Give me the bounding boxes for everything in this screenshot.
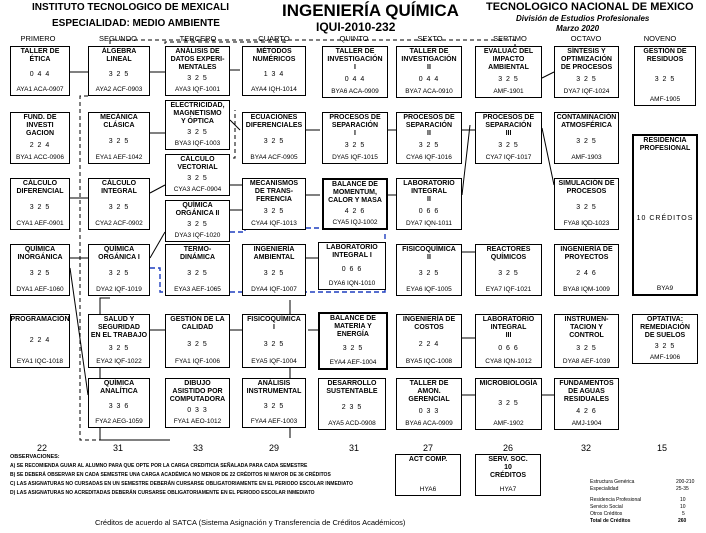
semester-header: SEGUNDO [99, 34, 137, 43]
course-code: BYA4 ACF-0905 [250, 154, 298, 161]
summary-label: Especialidad [590, 486, 619, 492]
course-title: FISICOQUÍMICA II [402, 246, 456, 261]
course-title: EVALUAC DEL IMPACTO AMBIENTAL [483, 48, 534, 71]
course-box [322, 178, 388, 230]
course-credits: 3 2 5 [344, 142, 366, 149]
course-credits: 0 6 6 [498, 345, 519, 352]
course-title: TALLER DE INVESTIGACIÓN II [401, 48, 457, 71]
course-title: PROCESOS DE SEPARACIÓN III [482, 114, 535, 137]
institute-title: INSTITUTO TECNOLOGICO DE MEXICALI [32, 2, 230, 13]
course-title: QUÍMICA ORGÁNICA I [98, 246, 140, 261]
course-credits: 3 2 5 [263, 138, 285, 145]
observation-item: D) LAS ASIGNATURAS NO ACREDITADAS DEBERÁN CURSARSE OBLIGATORIAMENTE EN EL PERIODO ESCOLAR INMEDIATO [10, 490, 315, 496]
course-box [242, 314, 306, 368]
course-box [165, 100, 230, 150]
course-credits: 2 2 4 [29, 337, 51, 344]
course-credits: 2 4 6 [576, 270, 597, 277]
summary-value: 10 [680, 504, 686, 510]
course-title: CONTAMINACIÓN ATMOSFÉRICA [556, 114, 617, 129]
course-title: QUÍMICA ANALÍTICA [100, 380, 138, 395]
course-code: DYA5 IQF-1015 [332, 154, 378, 161]
summary-value: 10 [680, 497, 686, 503]
course-title: ACT COMP. [408, 456, 448, 463]
course-title: REACTORES QUÍMICOS [486, 246, 531, 261]
course-box [165, 200, 230, 242]
observation-item: B) SE DEBERÁ OBSERVAR EN CADA SEMESTRE UNA CARGA ACADÉMICA NO MENOR DE 22 CRÉDITOS NI MAYOR DE 36 CRÉDITOS [10, 472, 331, 478]
course-credits: 3 3 6 [108, 403, 130, 410]
course-credits: 3 2 5 [576, 76, 597, 83]
course-box [475, 46, 542, 98]
course-box [10, 46, 70, 96]
semester-header: NOVENO [643, 34, 677, 43]
course-code: BYA1 ACC-0906 [16, 154, 64, 161]
course-box [396, 378, 462, 430]
course-code: DYA3 IQF-1020 [174, 232, 221, 239]
course-code: AMF-1903 [571, 154, 602, 161]
course-credits: 3 2 5 [187, 75, 208, 82]
course-code: EYA2 IQF-1022 [96, 358, 142, 365]
course-credits: 0 4 4 [29, 71, 51, 78]
course-title: MECANISMOS DE TRANS- FERENCIA [249, 180, 299, 203]
course-code: DYA2 IQF-1019 [96, 286, 142, 293]
course-code: EYA1 AEF-1042 [95, 154, 143, 161]
course-code: AMJ-1904 [571, 420, 602, 427]
observation-item: A) SE RECOMIENDA GUIAR AL ALUMNO PARA QUE OPTE POR LA CARGA CREDITICIA SEÑALADA PARA CADA SEMESTRE [10, 463, 308, 469]
course-credits: 3 2 5 [29, 270, 51, 277]
course-code: DYA7 IQN-1011 [405, 220, 452, 227]
course-credits: 3 2 5 [576, 345, 597, 352]
course-title: MÉTODOS NUMÉRICOS [252, 48, 296, 63]
course-title: ANÁLISIS INSTRUMENTAL [246, 380, 302, 395]
course-credits: 3 2 5 [263, 403, 285, 410]
course-credits: 3 2 5 [418, 142, 440, 149]
course-title: MICROBIOLOGÍA [479, 380, 538, 387]
course-code: CYA1 AEF-0901 [16, 220, 64, 227]
course-title: PROGRAMACIÓN [10, 316, 70, 323]
course-box [554, 178, 619, 230]
course-box [634, 46, 696, 106]
course-credits: 3 2 5 [108, 270, 130, 277]
course-title: LABORATORIO INTEGRAL I [326, 244, 378, 259]
course-code: EYA4 AEF-1004 [329, 359, 377, 366]
course-box [632, 314, 698, 364]
course-box [554, 46, 619, 98]
credit-total: 32 [580, 443, 591, 453]
semester-header: CUARTO [258, 34, 290, 43]
course-title: INGENIERÍA DE COSTOS [402, 316, 456, 331]
course-credits: 3 2 5 [108, 138, 130, 145]
course-title: TERMO- DINÁMICA [180, 246, 215, 261]
course-box [88, 314, 150, 368]
course-box [165, 46, 230, 96]
course-code: BYA3 IQF-1003 [174, 140, 221, 147]
course-title: ECUACIONES DIFERENCIALES [245, 114, 303, 129]
course-title: PROCESOS DE SEPARACIÓN I [329, 114, 381, 137]
semester-header: PRIMERO [20, 34, 56, 43]
course-title: GESTIÓN DE LA CALIDAD [170, 316, 225, 331]
summary-value: 25-35 [676, 486, 689, 492]
credit-total: 15 [656, 443, 667, 453]
course-title: FISICOQUÍMICA I [247, 316, 301, 331]
course-credits: 0 3 3 [187, 407, 208, 414]
course-code: AYA4 IQH-1014 [251, 86, 297, 93]
course-box [322, 46, 388, 98]
course-credits: 0 4 4 [344, 76, 366, 83]
course-code: BYA7 ACA-0910 [405, 88, 453, 95]
course-title: CÁLCULO INTEGRAL [101, 180, 137, 195]
course-credits: 3 2 5 [654, 76, 676, 83]
course-code: AYA1 ACA-0907 [16, 86, 64, 93]
course-code: HYA6 [419, 486, 437, 493]
course-code: DYA6 IQN-1010 [328, 280, 376, 287]
course-box [395, 454, 461, 496]
course-code: BYA9 [656, 285, 674, 292]
course-code: CYA7 IQF-1017 [485, 154, 532, 161]
course-credits: 2 2 4 [418, 341, 440, 348]
course-box [475, 244, 542, 296]
course-title: PROCESOS DE SEPARACIÓN II [403, 114, 455, 137]
course-title: INGENIERÍA DE PROYECTOS [560, 246, 613, 261]
summary-value: 200-210 [676, 479, 695, 485]
course-box [396, 46, 462, 98]
course-credits: 10 CRÉDITOS [636, 215, 694, 222]
course-title: ELECTRICIDAD, MAGNETISMO Y ÓPTICA [170, 102, 225, 125]
course-box [396, 112, 462, 164]
course-title: TALLER DE INVESTIGACIÓN I [327, 48, 383, 71]
course-code: AMF-1902 [493, 420, 524, 427]
summary-label: Servicio Social [590, 504, 623, 510]
course-title: MECÁNICA CLÁSICA [100, 114, 138, 129]
course-code: BYA6 ACA-0909 [405, 420, 453, 427]
summary-value: 260 [678, 518, 687, 524]
course-box [475, 314, 542, 368]
course-credits: 2 2 4 [29, 142, 51, 149]
course-code: FYA4 AEF-1003 [250, 418, 298, 425]
course-title: CÁLCULO VECTORIAL [177, 156, 218, 171]
course-title: TALLER DE AMON. GERENCIAL [408, 380, 450, 403]
course-title: SERV. SOC. 10 CRÉDITOS [488, 456, 528, 479]
course-box [318, 242, 386, 290]
course-title: RESIDENCIA PROFESIONAL [639, 137, 691, 152]
course-box [242, 244, 306, 296]
course-code: EYA6 IQF-1005 [406, 286, 452, 293]
course-credits: 3 2 5 [576, 204, 597, 211]
course-box [318, 378, 386, 430]
course-code: BYA5 IQC-1008 [405, 358, 453, 365]
summary-label: Residencia Profesional [590, 497, 642, 503]
credit-total: 31 [112, 443, 123, 453]
course-box [165, 314, 230, 368]
specialty-label: ESPECIALIDAD: MEDIO AMBIENTE [52, 18, 220, 29]
course-code: CYA3 ACF-0904 [173, 186, 222, 193]
course-box [88, 244, 150, 296]
credit-total: 31 [348, 443, 359, 453]
course-credits: 3 2 5 [342, 345, 364, 352]
course-box [10, 244, 70, 296]
course-code: CYA8 IQN-1012 [485, 358, 532, 365]
course-code: DYA4 IQF-1007 [251, 286, 297, 293]
course-box [88, 112, 150, 164]
credit-total: 33 [192, 443, 203, 453]
course-code: CYA6 IQF-1016 [406, 154, 452, 161]
division-label: División de Estudios Profesionales [516, 14, 650, 23]
course-credits: 4 2 6 [344, 208, 366, 215]
semester-header: SEXTO [417, 34, 443, 43]
course-title: QUÍMICA ORGÁNICA II [175, 202, 220, 217]
course-credits: 2 3 5 [341, 404, 363, 411]
observations-title: OBSERVACIONES: [10, 454, 60, 460]
course-box [396, 314, 462, 368]
course-credits: 0 3 3 [418, 408, 440, 415]
course-credits: 3 2 5 [498, 142, 519, 149]
course-box [165, 244, 230, 296]
course-title: LABORATORIO INTEGRAL II [403, 180, 455, 203]
course-title: DESARROLLO SUSTENTABLE [326, 380, 378, 395]
course-box [554, 314, 619, 368]
course-credits: 0 4 4 [418, 76, 440, 83]
course-title: FUNDAMENTOS DE AGUAS RESIDUALES [559, 380, 614, 403]
course-title: TALLER DE ÉTICA [20, 48, 60, 63]
course-title: SIMULACIÓN DE PROCESOS [558, 180, 615, 195]
course-code: CYA4 IQF-1013 [251, 220, 297, 227]
course-box [554, 112, 619, 164]
course-credits: 3 2 5 [498, 400, 519, 407]
course-title: FUND. DE INVESTI GACION [23, 114, 57, 137]
course-code: EYA3 AEF-1065 [174, 286, 221, 293]
course-credits: 3 2 5 [187, 221, 208, 228]
course-box [88, 46, 150, 96]
course-title: DIBUJO ASISTIDO POR COMPUTADORA [169, 380, 226, 403]
course-title: BALANCE DE MATERIA Y ENERGÍA [330, 315, 376, 338]
course-credits: 3 2 5 [498, 270, 519, 277]
semester-header: QUINTO [339, 34, 369, 43]
course-box [322, 112, 388, 164]
course-credits: 3 2 5 [187, 129, 208, 136]
semester-header: OCTAVO [570, 34, 602, 43]
course-box [554, 378, 619, 430]
course-title: INSTRUMEN- TACION Y CONTROL [564, 316, 609, 339]
course-code: CYA5 IQJ-1002 [332, 219, 378, 226]
summary-label: Otros Créditos [590, 511, 623, 517]
course-credits: 3 2 5 [654, 343, 676, 350]
course-box [242, 112, 306, 164]
course-credits: 3 2 5 [576, 138, 597, 145]
course-code: FYA1 AEO-1012 [173, 418, 222, 425]
course-box [10, 178, 70, 230]
course-code: EYA1 IQC-1018 [16, 358, 64, 365]
course-code: DYA1 AEF-1060 [16, 286, 64, 293]
summary-label: Total de Créditos [590, 518, 631, 524]
course-title: SÍNTESIS Y OPTIMIZACIÓN DE PROCESOS [560, 48, 613, 71]
course-box [10, 112, 70, 164]
course-credits: 3 2 5 [263, 341, 285, 348]
date-label: Marzo 2020 [556, 24, 600, 33]
course-code: DYA7 IQF-1024 [563, 88, 610, 95]
credit-total: 29 [268, 443, 279, 453]
course-title: CÁLCULO DIFERENCIAL [16, 180, 64, 195]
course-box [475, 454, 541, 496]
course-credits: 4 2 6 [576, 408, 597, 415]
course-code: FYA2 AEG-1059 [95, 418, 143, 425]
course-code: AMF-1905 [649, 96, 681, 103]
course-code: CYA2 ACF-0902 [95, 220, 143, 227]
course-code: FYA1 IQF-1006 [174, 358, 221, 365]
course-box [10, 314, 70, 368]
course-code: HYA7 [499, 486, 517, 493]
semester-header: TERCERO [179, 34, 217, 43]
course-title: ANÁLISIS DE DATOS EXPERI- MENTALES [170, 48, 225, 71]
credit-total: 22 [36, 443, 47, 453]
course-box [88, 378, 150, 428]
course-title: INGENIERÍA AMBIENTAL [253, 246, 295, 261]
course-box [318, 312, 388, 370]
course-title: SALUD Y SEGURIDAD EN EL TRABAJO [90, 316, 148, 339]
course-title: BALANCE DE MOMENTUM, CALOR Y MASA [328, 181, 382, 204]
course-credits: 3 2 5 [187, 341, 208, 348]
summary-label: Estructura Genérica [590, 479, 635, 485]
course-box [242, 178, 306, 230]
course-credits: 3 2 5 [187, 270, 208, 277]
plan-code: IQUI-2010-232 [316, 20, 396, 34]
course-credits: 0 6 6 [418, 208, 440, 215]
credit-total: 27 [422, 443, 433, 453]
course-box [554, 244, 619, 296]
course-box [165, 378, 230, 428]
program-title: INGENIERÍA QUÍMICA [282, 1, 459, 20]
credit-total: 26 [502, 443, 513, 453]
course-credits: 3 2 5 [263, 270, 285, 277]
course-code: AYA5 ACD-0908 [328, 420, 376, 427]
course-code: AYA2 ACF-0903 [95, 86, 143, 93]
course-credits: 3 2 5 [108, 204, 130, 211]
summary-value: 5 [682, 511, 685, 517]
course-box [242, 378, 306, 428]
course-title: OPTATIVA: REMEDIACIÓN DE SUELOS [640, 316, 690, 339]
course-box [396, 244, 462, 296]
course-credits: 1 3 4 [263, 71, 285, 78]
course-code: BYA6 ACA-0909 [331, 88, 379, 95]
course-box [632, 134, 698, 296]
course-credits: 3 2 5 [108, 345, 130, 352]
course-code: FYA8 IQD-1023 [563, 220, 610, 227]
course-title: GESTIÓN DE RESIDUOS [643, 48, 687, 63]
course-box [165, 154, 230, 196]
course-box [475, 112, 542, 164]
course-credits: 0 6 6 [341, 266, 363, 273]
course-code: EYA7 IQF-1021 [485, 286, 532, 293]
footer-note: Créditos de acuerdo al SATCA (Sistema Asignación y Transferencia de Créditos Académicos) [95, 518, 406, 527]
semester-header: SEPTIMO [493, 34, 527, 43]
course-code: AMF-1906 [649, 354, 681, 361]
course-code: EYA5 IQF-1004 [251, 358, 297, 365]
course-code: AYA3 IQF-1001 [175, 86, 220, 93]
course-code: DYA8 AEF-1039 [562, 358, 611, 365]
tecnm-title: TECNOLOGICO NACIONAL DE MEXICO [486, 1, 694, 13]
course-code: AMF-1901 [493, 88, 524, 95]
course-credits: 3 2 5 [498, 76, 519, 83]
course-box [396, 178, 462, 230]
course-credits: 3 2 5 [418, 270, 440, 277]
course-title: QUÍMICA INORGÁNICA [17, 246, 63, 261]
course-credits: 3 2 5 [108, 71, 130, 78]
course-box [242, 46, 306, 96]
course-code: BYA8 IQM-1009 [563, 286, 610, 293]
observation-item: C) LAS ASIGNATURAS NO CURSADAS EN UN SEMESTRE DEBERÁN CURSARSE OBLIGATORIAMENTE EN EL PERIODO ESCOLAR INMEDIATO [10, 481, 353, 487]
course-title: ÁLGEBRA LINEAL [101, 48, 137, 63]
course-credits: 3 2 5 [29, 204, 51, 211]
course-box [475, 378, 542, 430]
course-credits: 3 2 5 [187, 175, 208, 182]
course-credits: 3 2 5 [263, 208, 285, 215]
course-box [88, 178, 150, 230]
course-title: LABORATORIO INTEGRAL III [482, 316, 535, 339]
